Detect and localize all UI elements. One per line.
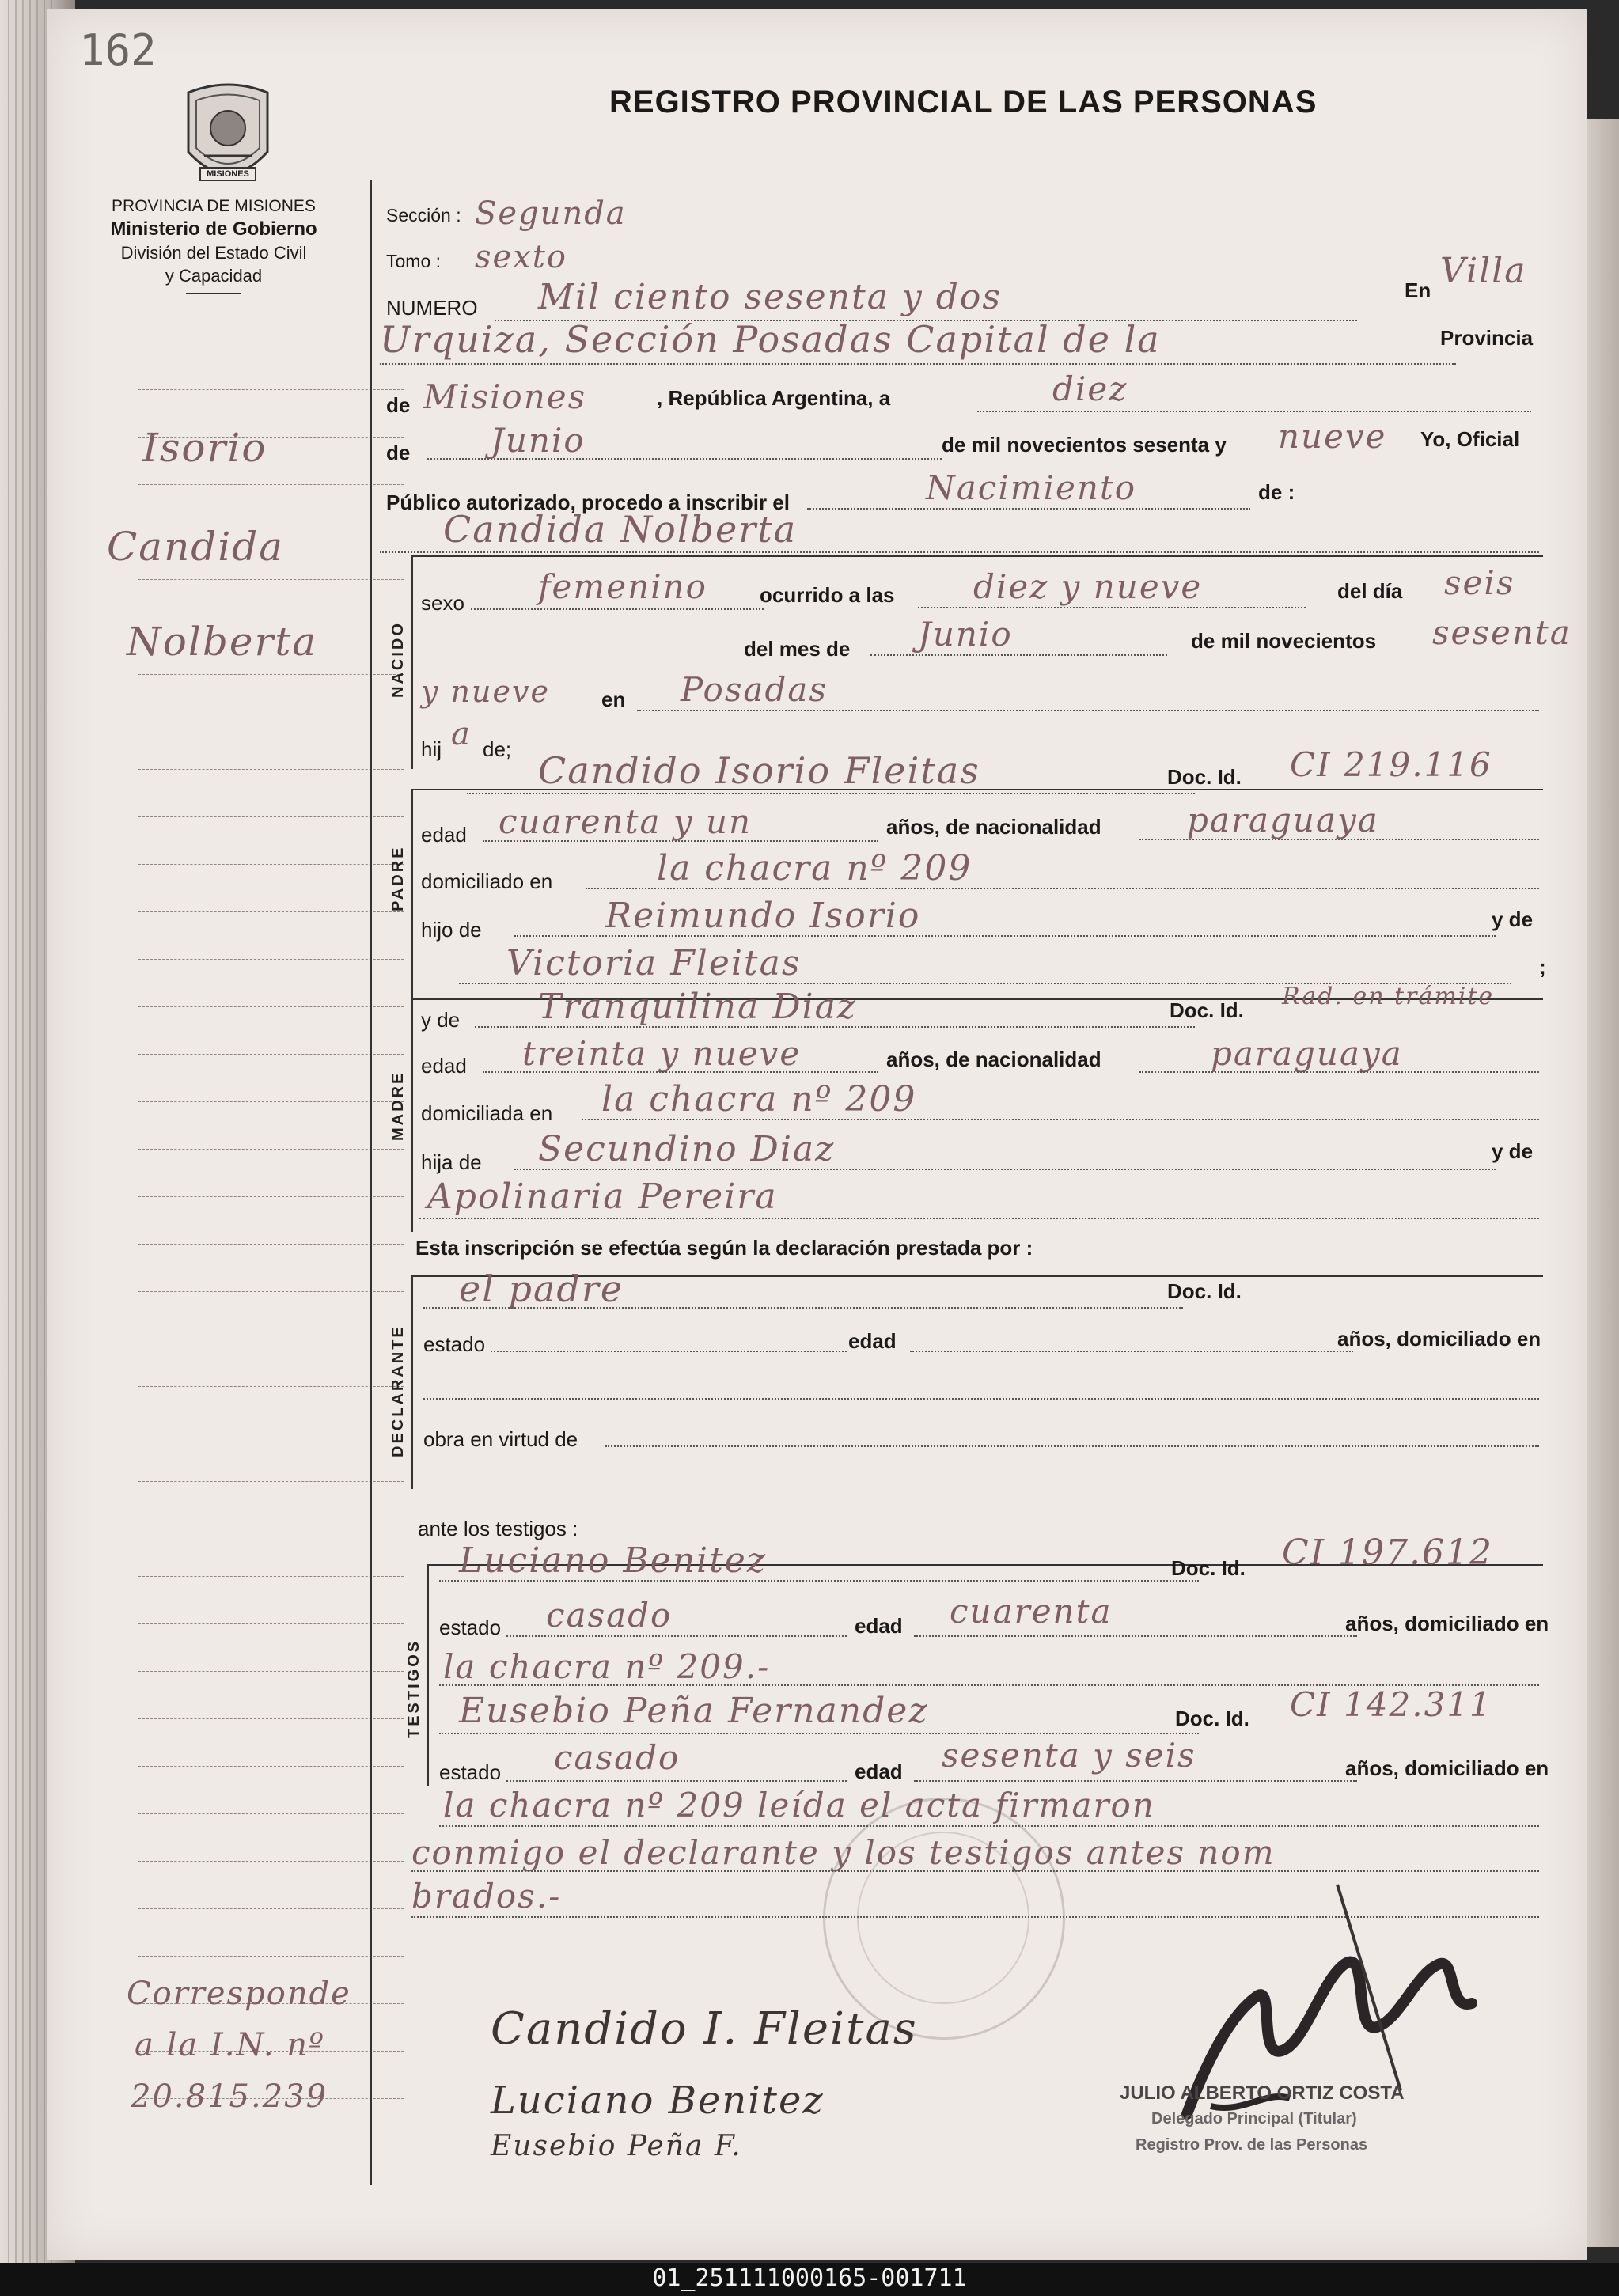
margin-rule	[138, 1718, 404, 1719]
margin-rule	[138, 1101, 404, 1102]
margin-rule	[138, 1908, 404, 1909]
value-cierre-2: conmigo el declarante y los testigos antes nom	[411, 1833, 1276, 1872]
label-testigo2-estado: estado	[439, 1760, 502, 1784]
official-office: Registro Prov. de las Personas	[1136, 2136, 1368, 2154]
label-seccion: Sección :	[386, 205, 461, 225]
margin-rule	[138, 1576, 404, 1577]
margin-rule	[138, 1671, 404, 1672]
label-madre-edad: edad	[421, 1054, 467, 1078]
value-testigo2-edad: sesenta y seis	[942, 1736, 1196, 1775]
label-padre-hijo-de: hijo de	[421, 918, 482, 942]
section-testigos-label: TESTIGOS	[405, 1639, 423, 1738]
label-testigo2-anos: años, domiciliado en	[1345, 1756, 1549, 1780]
value-padre-hijo-de: Reimundo Isorio	[605, 896, 921, 936]
section-madre-label: MADRE	[389, 1070, 407, 1141]
value-madre-nac: paraguaya	[1211, 1034, 1403, 1073]
label-testigo1-edad: edad	[855, 1614, 903, 1638]
label-padre-doc: Doc. Id.	[1167, 765, 1242, 789]
value-lugar-cont: Urquiza, Sección Posadas Capital de la	[380, 318, 1161, 361]
margin-rule	[138, 1481, 404, 1482]
margin-first-name: Candida	[107, 524, 285, 570]
label-en-lugar-nac: en	[601, 688, 626, 711]
label-tomo: Tomo :	[386, 251, 442, 271]
label-padre-y-de: y de	[1492, 907, 1534, 931]
label-yo-oficial: Yo, Oficial	[1420, 427, 1520, 451]
margin-middle-name: Nolberta	[127, 619, 318, 665]
label-madre-dom: domiciliada en	[421, 1101, 553, 1125]
margin-rule	[138, 816, 404, 817]
value-testigo1: Luciano Benitez	[459, 1540, 768, 1581]
label-declarante-edad: edad	[848, 1329, 897, 1353]
label-padre-nac: años, de nacionalidad	[886, 815, 1101, 839]
value-madre-doc: Rad. en trámite	[1282, 983, 1495, 1010]
label-declarante-estado: estado	[423, 1332, 486, 1356]
label-del-mes: del mes de	[744, 637, 851, 661]
seal-label: MISIONES	[207, 169, 249, 179]
value-padre-dom: la chacra nº 209	[657, 848, 973, 888]
margin-rule	[138, 674, 404, 675]
label-hij: hij	[421, 737, 442, 761]
value-padre-edad: cuarenta y un	[499, 802, 753, 841]
value-provincia: Misiones	[423, 377, 587, 416]
margin-rule	[138, 1861, 404, 1862]
issuer-province: PROVINCIA DE MISIONES	[112, 197, 316, 215]
value-testigo1-doc: CI 197.612	[1282, 1533, 1493, 1573]
issuer-block	[79, 197, 348, 294]
section-declarante-label: DECLARANTE	[389, 1324, 407, 1457]
value-madre-hija-de-2: Apolinaria Pereira	[427, 1176, 778, 1217]
value-mes-inscripcion: Junio	[491, 421, 586, 460]
label-padre-dom: domiciliado en	[421, 870, 553, 893]
value-lugar-nac: Posadas	[681, 670, 828, 709]
value-declarante: el padre	[459, 1267, 624, 1310]
label-publico: Público autorizado, procedo a inscribir el	[386, 491, 790, 514]
margin-rule	[138, 1956, 404, 1957]
margin-rule	[138, 1386, 404, 1387]
margin-rule	[138, 1813, 404, 1814]
value-testigo1-dom: la chacra nº 209.-	[443, 1647, 771, 1686]
value-padre: Candido Isorio Fleitas	[538, 749, 980, 792]
margin-rule	[138, 1623, 404, 1624]
value-cierre-1: la chacra nº 209 leída el acta firmaron	[443, 1786, 1155, 1824]
value-anio: nueve	[1278, 417, 1387, 456]
value-nombre: Candida Nolberta	[443, 508, 798, 551]
issuer-capacity: y Capacidad	[165, 266, 263, 286]
label-del-dia: del día	[1337, 579, 1403, 603]
margin-rule	[138, 1054, 404, 1055]
official-signature	[1163, 1853, 1511, 2154]
margin-rule	[138, 389, 404, 390]
section-nacido-label: NACIDO	[389, 621, 407, 698]
margin-rule	[138, 864, 404, 865]
value-anio-nac-2: y nueve	[421, 674, 550, 709]
official-name: JULIO ALBERTO ORTIZ COSTA	[1120, 2082, 1405, 2104]
label-republica: , República Argentina, a	[657, 386, 891, 410]
margin-rule	[138, 769, 404, 770]
label-hij-de: de;	[483, 737, 512, 761]
signature-declarante: Candido I. Fleitas	[491, 2003, 918, 2055]
label-testigo1-anos: años, domiciliado en	[1345, 1612, 1549, 1635]
label-de-colon: de :	[1258, 480, 1295, 504]
value-testigo1-edad: cuarenta	[950, 1592, 1113, 1631]
label-numero: NUMERO	[386, 296, 478, 320]
value-sexo: femenino	[538, 567, 707, 606]
document-sheet	[47, 9, 1587, 2260]
label-en: En	[1405, 278, 1431, 302]
margin-correspondence-2: a la I.N. nº	[135, 2027, 325, 2063]
value-testigo2-doc: CI 142.311	[1290, 1685, 1492, 1724]
value-numero: Mil ciento sesenta y dos	[538, 277, 1002, 317]
value-seccion: Segunda	[475, 195, 627, 232]
label-madre-y-de-2: y de	[1492, 1139, 1534, 1163]
label-testigo1-estado: estado	[439, 1616, 502, 1639]
value-anio-nac-1: sesenta	[1432, 613, 1572, 652]
value-dia: seis	[1444, 563, 1515, 602]
value-hij-suffix: a	[451, 716, 472, 752]
value-mes: Junio	[918, 615, 1013, 654]
value-testigo2-estado: casado	[554, 1738, 681, 1777]
value-tomo: sexto	[475, 239, 567, 275]
margin-rule	[138, 1149, 404, 1150]
margin-correspondence-1: Corresponde	[127, 1976, 351, 2012]
main-vertical-rule	[370, 180, 372, 2185]
value-testigo1-estado: casado	[546, 1596, 673, 1635]
label-mil-sesenta: de mil novecientos sesenta y	[942, 433, 1227, 457]
value-testigo2: Eusebio Peña Fernandez	[459, 1691, 929, 1731]
label-de: de	[386, 393, 411, 417]
label-testigo2-edad: edad	[855, 1760, 903, 1783]
label-sexo: sexo	[421, 591, 464, 615]
label-testigos: ante los testigos :	[418, 1517, 578, 1540]
value-acto: Nacimiento	[926, 468, 1137, 507]
label-declaracion: Esta inscripción se efectúa según la declaración prestada por :	[415, 1236, 1033, 1260]
issuer-division: División del Estado Civil	[120, 243, 307, 263]
margin-rule	[138, 484, 404, 485]
label-obra: obra en virtud de	[423, 1427, 578, 1451]
value-padre-nac: paraguaya	[1187, 801, 1379, 839]
value-madre-dom: la chacra nº 209	[601, 1079, 917, 1120]
margin-correspondence-3: 20.815.239	[131, 2078, 328, 2115]
value-padre-hijo-de-2: Victoria Fleitas	[506, 943, 802, 983]
label-declarante-anos: años, domiciliado en	[1337, 1327, 1541, 1351]
margin-rule	[138, 1006, 404, 1007]
value-madre-hija-de: Secundino Diaz	[538, 1129, 836, 1169]
label-testigo1-doc: Doc. Id.	[1171, 1556, 1246, 1580]
margin-surname: Isorio	[142, 425, 267, 471]
value-hora: diez y nueve	[973, 567, 1203, 606]
value-padre-doc: CI 219.116	[1290, 745, 1492, 784]
label-ocurrido: ocurrido a las	[760, 583, 895, 607]
label-padre-edad: edad	[421, 823, 467, 847]
margin-rule	[138, 911, 404, 912]
value-dia-inscripcion: diez	[1052, 369, 1128, 408]
page-number: 162	[79, 25, 157, 75]
label-de-mes: de	[386, 441, 411, 464]
label-madre-doc: Doc. Id.	[1170, 998, 1244, 1022]
signature-testigo2: Eusebio Peña F.	[491, 2130, 742, 2162]
label-mil-novecientos: de mil novecientos	[1191, 629, 1377, 653]
value-cierre-3: brados.-	[411, 1877, 562, 1915]
margin-rule	[138, 1291, 404, 1292]
margin-rule	[138, 1244, 404, 1245]
margin-rule	[138, 579, 404, 580]
document-title: REGISTRO PROVINCIAL DE LAS PERSONAS	[609, 85, 1318, 119]
provincial-seal	[180, 81, 275, 195]
official-title: Delegado Principal (Titular)	[1151, 2110, 1357, 2127]
label-madre-nac: años, de nacionalidad	[886, 1048, 1101, 1071]
label-provincia: Provincia	[1440, 326, 1534, 350]
value-en-lugar: Villa	[1440, 251, 1527, 291]
margin-rule	[138, 959, 404, 960]
signature-testigo1: Luciano Benitez	[491, 2078, 825, 2123]
label-padre-semicolon: ;	[1539, 955, 1546, 979]
label-madre-hija-de: hija de	[421, 1150, 482, 1174]
label-madre-y-de: y de	[421, 1008, 461, 1032]
value-madre: Tranquilina Diaz	[538, 987, 857, 1027]
margin-rule	[138, 1196, 404, 1197]
value-madre-edad: treinta y nueve	[522, 1034, 802, 1073]
section-padre-label: PADRE	[389, 845, 407, 911]
label-declarante-doc: Doc. Id.	[1167, 1279, 1242, 1303]
label-testigo2-doc: Doc. Id.	[1175, 1707, 1249, 1730]
image-id: 01_251111000165-001711	[652, 2264, 967, 2292]
margin-rule	[138, 1766, 404, 1767]
issuer-ministry: Ministerio de Gobierno	[110, 218, 317, 240]
